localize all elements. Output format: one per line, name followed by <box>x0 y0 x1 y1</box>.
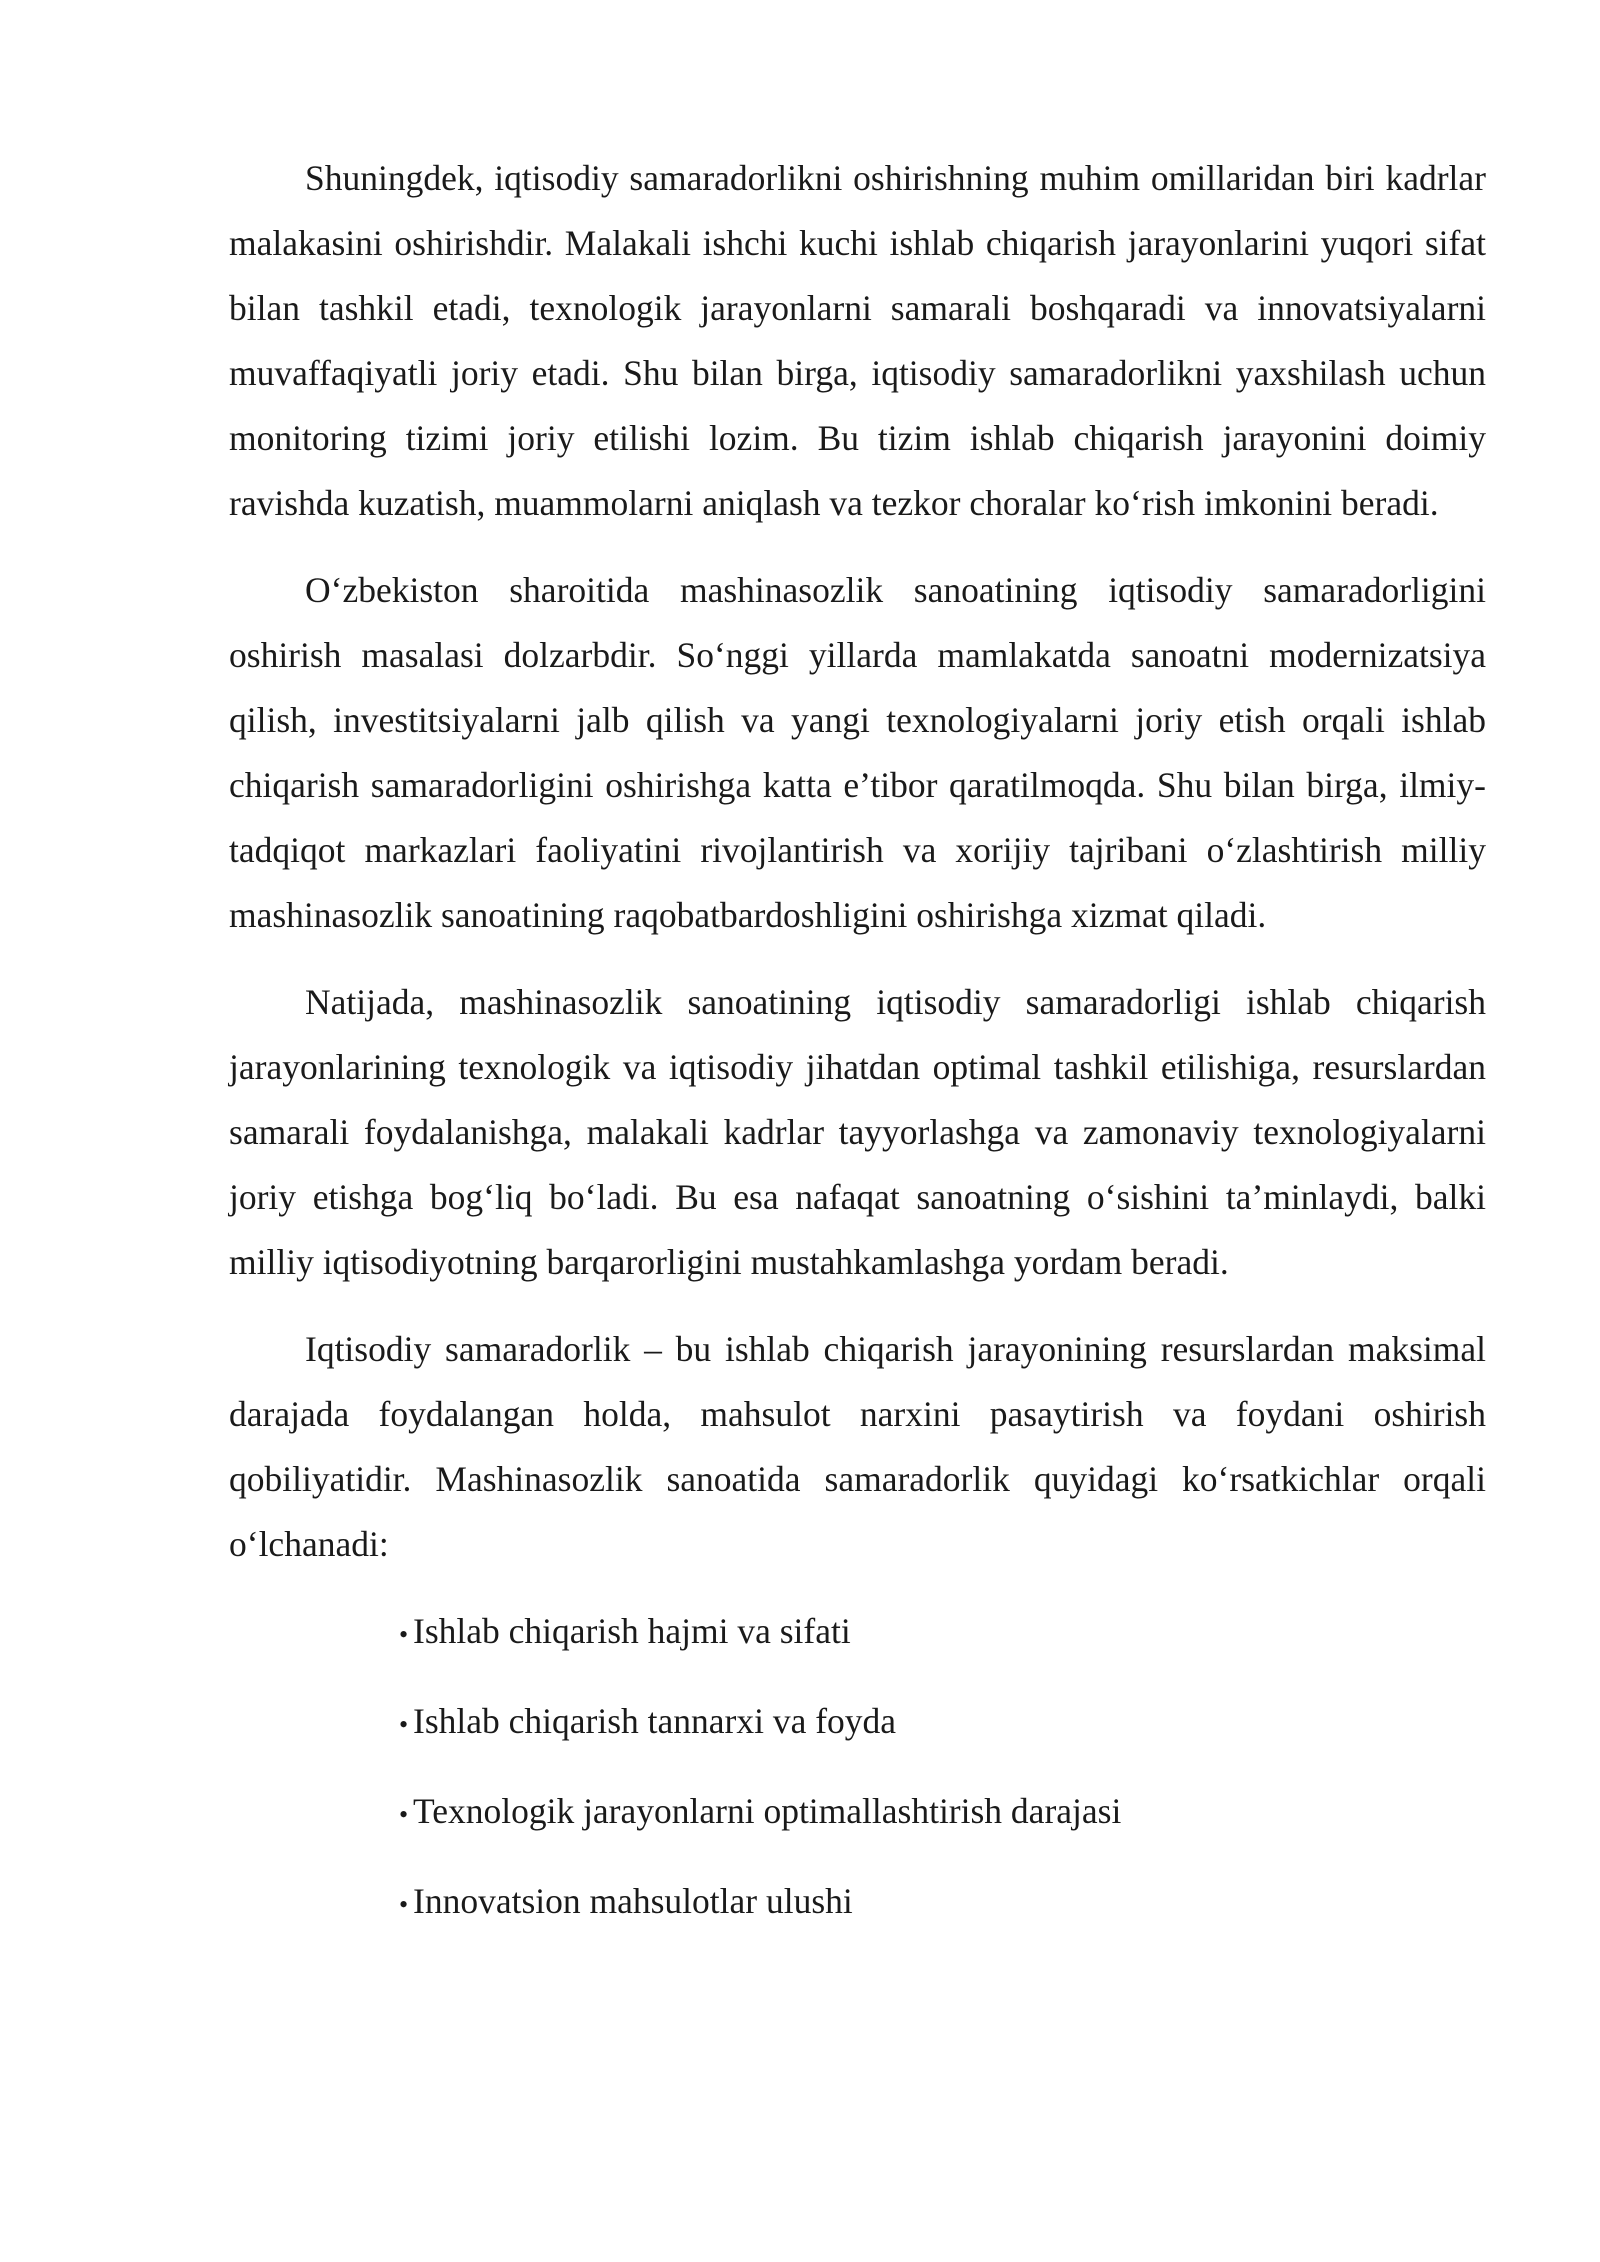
bullet-icon: • <box>399 1620 409 1649</box>
list-item <box>399 1869 1486 1937</box>
paragraph: O‘zbekiston sharoitida mashinasozlik sanoatining iqtisodiy samaradorligini oshirish masalasi dolzarbdir. So‘nggi yillarda mamlakatda sanoatni modernizatsiya qilish, investitsiyalarni jalb qilish va yangi texnologiyalarni joriy etish orqali ishlab chiqarish samaradorligini oshirishga katta e’tibor qaratilmoqda. Shu bilan birga, ilmiy-tadqiqot markazlari faoliyatini rivojlantirish va xorijiy tajribani o‘zlashtirish milliy mashinasozlik sanoatining raqobatbardoshligini oshirishga xizmat qiladi. <box>229 570 1486 935</box>
list-item-text: Innovatsion mahsulotlar ulushi <box>413 1881 853 1921</box>
list-item-text: Texnologik jarayonlarni optimallashtirish darajasi <box>413 1791 1122 1831</box>
list-item-text: Ishlab chiqarish tannarxi va foyda <box>413 1701 897 1741</box>
paragraph: Natijada, mashinasozlik sanoatining iqtisodiy samaradorligi ishlab chiqarish jarayonlarining texnologik va iqtisodiy jihatdan optimal tashkil etilishiga, resurslardan samarali foydalanishga, malakali kadrlar tayyorlashga va zamonaviy texnologiyalarni joriy etishga bog‘liq bo‘ladi. Bu esa nafaqat sanoatning o‘sishini ta’minlaydi, balki milliy iqtisodiyotning barqarorligini mustahkamlashga yordam beradi. <box>229 982 1486 1282</box>
list-item <box>399 1689 1486 1757</box>
list-item <box>399 1599 1486 1667</box>
document-body <box>229 146 1486 1959</box>
bullet-icon: • <box>399 1890 409 1919</box>
list-item-text: Ishlab chiqarish hajmi va sifati <box>413 1611 851 1651</box>
list-item <box>399 1779 1486 1847</box>
bullet-icon: • <box>399 1710 409 1739</box>
indicator-list <box>229 1599 1486 1937</box>
bullet-icon: • <box>399 1800 409 1829</box>
paragraph: Iqtisodiy samaradorlik – bu ishlab chiqarish jarayonining resurslardan maksimal darajada foydalangan holda, mahsulot narxini pasaytirish va foydani oshirish qobiliyatidir. Mashinasozlik sanoatida samaradorlik quyidagi ko‘rsatkichlar orqali o‘lchanadi: <box>229 1329 1486 1564</box>
paragraph: Shuningdek, iqtisodiy samaradorlikni oshirishning muhim omillaridan biri kadrlar malakasini oshirishdir. Malakali ishchi kuchi ishlab chiqarish jarayonlarini yuqori sifat bilan tashkil etadi, texnologik jarayonlarni samarali boshqaradi va innovatsiyalarni muvaffaqiyatli joriy etadi. Shu bilan birga, iqtisodiy samaradorlikni yaxshilash uchun monitoring tizimi joriy etilishi lozim. Bu tizim ishlab chiqarish jarayonini doimiy ravishda kuzatish, muammolarni aniqlash va tezkor choralar ko‘rish imkonini beradi. <box>229 158 1486 523</box>
